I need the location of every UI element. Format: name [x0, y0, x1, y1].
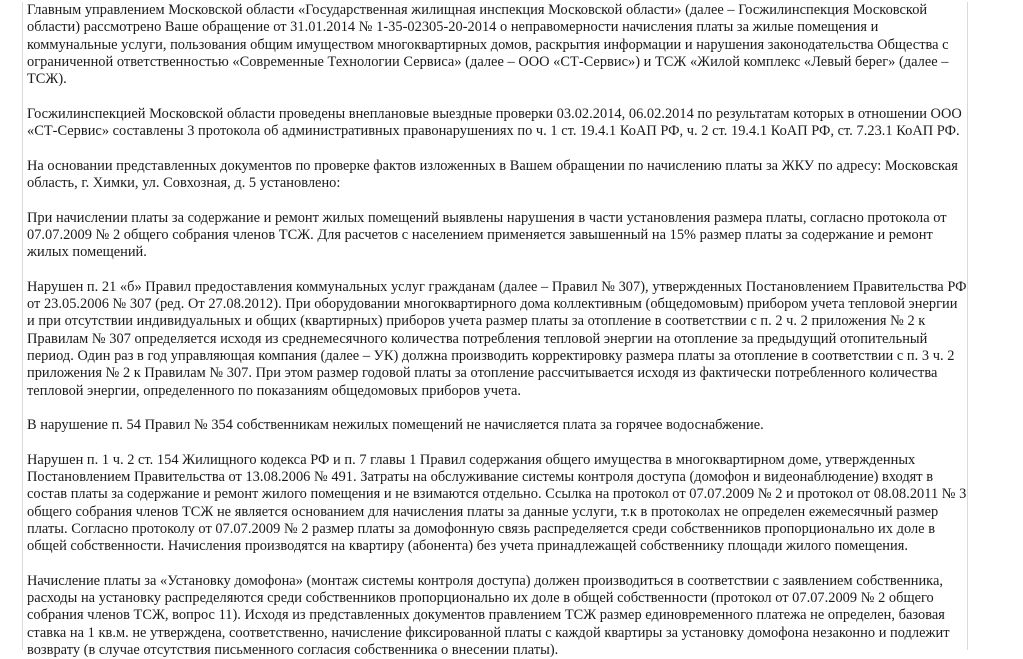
paragraph-intercom-installation: Начисление платы за «Установку домофона» (монтаж системы контроля доступа) должен производиться в соответствии с заявлением собственника, расходы на установку распределяются среди собственников пропорционально их доле в общей собственности (протокол от 07.07.2009 № 2 общего собрания членов ТСЖ, вопрос 11). Исходя из представленных документов правлением ТСЖ размер единовременного платежа не определен, базовая ставка на 1 кв.м. не утверждена, соответственно, начисление фиксированной платы с каждой квартиры за установку домофона незаконно и подлежит возврату (в случае отсутствия письменного согласия собственника о внесении платы).	[27, 572, 950, 658]
document-page	[22, 2, 968, 658]
paragraph-heating-rules: Нарушен п. 21 «б» Правил предоставления коммунальных услуг гражданам (далее – Правил № 307), утвержденных Постановлением Правительства РФ от 23.05.2006 № 307 (ред. От 27.08.2012). При оборудовании многоквартирного дома коллективным (общедомовым) прибором учета тепловой энергии и при отсутствии индивидуальных и общих (квартирных) приборов учета размер платы за отопление в соответствии с п. 2 ч. 2 приложения № 2 к Правилам № 307 определяется исходя из среднемесячного количества потребления тепловой энергии на отопление за предыдущий отопительный период. Один раз в год управляющая компания (далее – УК) должна производить корректировку размера платы за отопление в соответствии с п. 3 ч. 2 приложения № 2 к Правилам № 307. При этом размер годовой платы за отопление рассчитывается исходя из фактически потребленного количества тепловой энергии, определенного по показаниям общедомовых приборов учета.	[27, 278, 967, 399]
paragraph-intro: Главным управлением Московской области «Государственная жилищная инспекция Московской области» (далее – Госжилинспекция Московской области) рассмотрено Ваше обращение от 31.01.2014 № 1-35-02305-20-2014 о неправомерности начисления платы за жилые помещения и коммунальные услуги, пользования общим имуществом многоквартирных домов, раскрытия информации и нарушения законодательства Общества с ограниченной ответственностью «Современные Технологии Сервиса» (далее – ООО «СТ-Сервис») и ТСЖ «Жилой комплекс «Левый берег» (далее – ТСЖ).	[27, 2, 949, 88]
paragraph-access-control: Нарушен п. 1 ч. 2 ст. 154 Жилищного кодекса РФ и п. 7 главы 1 Правил содержания общего имущества в многоквартирном доме, утвержденных Постановлением Правительства от 13.08.2006 № 491. Затраты на обслуживание системы контроля доступа (домофон и видеонаблюдение) входят в состав платы за содержание и ремонт жилого помещения и не взимаются отдельно. Ссылка на протокол от 07.07.2009 № 2 и протокол от 08.08.2011 № 3 общего собрания членов ТСЖ не является основанием для начисления платы за данные услуги, т.к в протоколах не определен ежемесячный размер платы. Согласно протоколу от 07.07.2009 № 2 размер платы за домофонную связь распределяется среди собственников пропорционально их доле в общей собственности. Начисления производятся на квартиру (абонента) без учета принадлежащей собственнику площади жилого помещения.	[27, 451, 967, 555]
paragraph-maintenance-fee: При начислении платы за содержание и ремонт жилых помещений выявлены нарушения в части установления размера платы, согласно протокола от 07.07.2009 № 2 общего собрания членов ТСЖ. Для расчетов с населением применяется завышенный на 15% размер платы за содержание и ремонт жилых помещений.	[27, 209, 947, 261]
paragraph-inspections: Госжилинспекцией Московской области проведены внеплановые выездные проверки 03.02.2014, 06.02.2014 по результатам которых в отношении ООО «СТ-Сервис» составлены 3 протокола об административных правонарушениях по ч. 1 ст. 19.4.1 КоАП РФ, ч. 2 ст. 19.4.1 КоАП РФ, ст. 7.23.1 КоАП РФ.	[27, 105, 962, 140]
paragraph-hot-water: В нарушение п. 54 Правил № 354 собственникам нежилых помещений не начисляется плата за горячее водоснабжение.	[27, 417, 764, 434]
paragraph-basis: На основании представленных документов по проверке фактов изложенных в Вашем обращении по начислению платы за ЖКУ по адресу: Московская область, г. Химки, ул. Совхозная, д. 5 установлено:	[27, 157, 958, 191]
